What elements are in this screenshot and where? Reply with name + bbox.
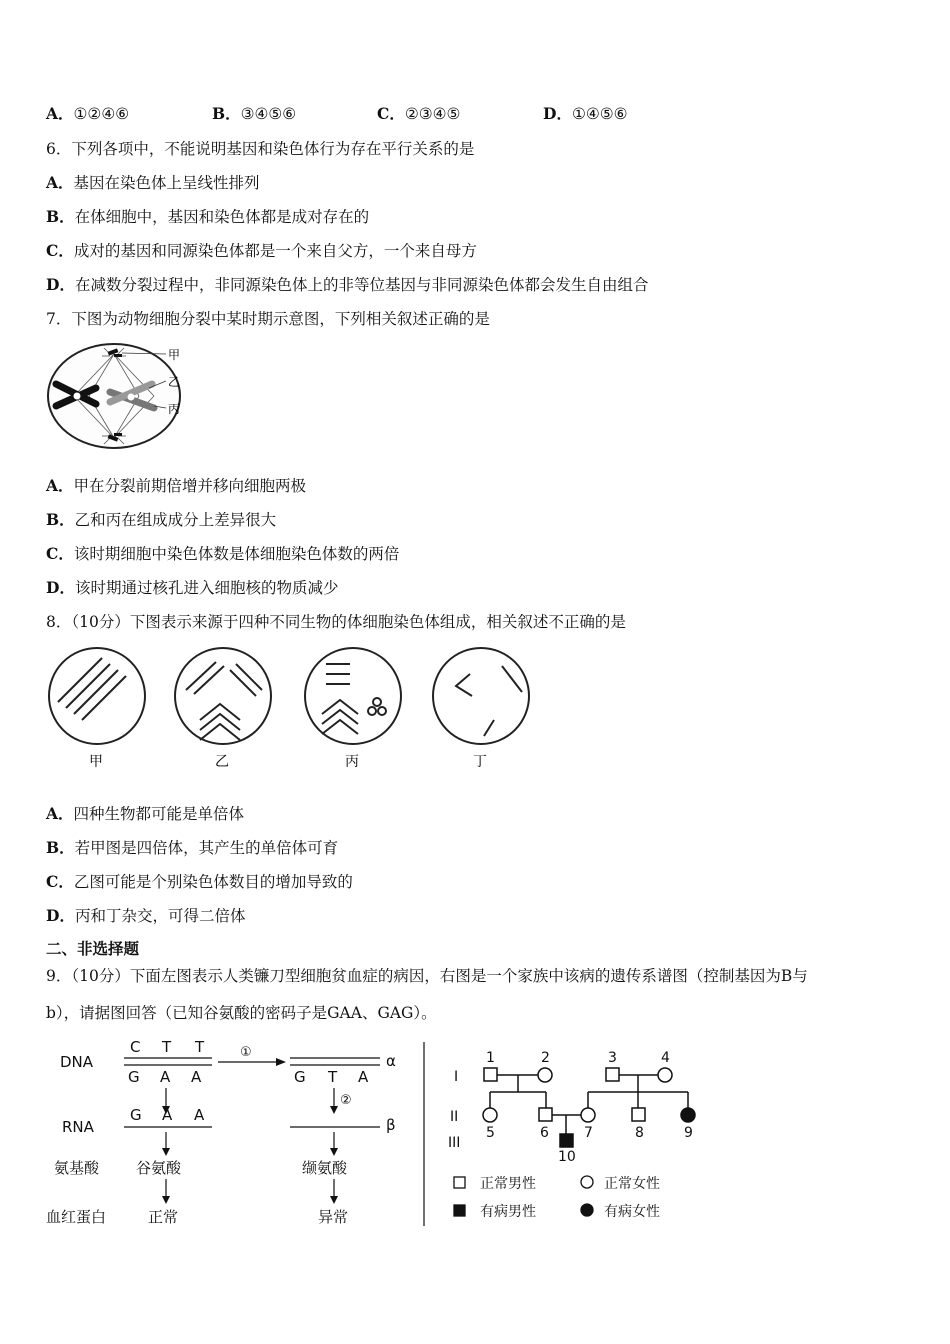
q8-option-b: B．若甲图是四倍体，其产生的单倍体可育 (46, 838, 339, 857)
q7-stem: 7．下图为动物细胞分裂中某时期示意图，下列相关叙述正确的是 (46, 310, 490, 328)
dna-top-1: C (130, 1038, 141, 1056)
step-1-label: ① (240, 1045, 252, 1060)
pedigree-num-3: 3 (608, 1050, 617, 1066)
q8-option-c: C．乙图可能是个别染色体数目的增加导致的 (46, 872, 353, 891)
q5-option-a: A．①②④⑥ (46, 104, 130, 123)
label-yi: 乙 (215, 754, 229, 770)
row-label-aa: 氨基酸 (54, 1159, 100, 1177)
pedigree-num-8: 8 (635, 1125, 644, 1141)
label-ding: 丁 (473, 754, 487, 770)
row-label-rna: RNA (62, 1118, 94, 1136)
pedigree-num-6: 6 (540, 1125, 549, 1141)
hb-normal: 正常 (148, 1208, 179, 1226)
q8-option-d: D．丙和丁杂交，可得二倍体 (46, 906, 246, 925)
label-bing: 丙 (345, 754, 359, 770)
rna-3: A (194, 1106, 205, 1124)
q5-option-c: C．②③④⑤ (377, 104, 461, 123)
legend-normal-male-icon (454, 1177, 465, 1188)
pedigree-4-female (658, 1068, 672, 1082)
q7-option-a: A．甲在分裂前期倍增并移向细胞两极 (46, 476, 307, 495)
beta-label: β (386, 1116, 396, 1134)
cell-division-figure (44, 340, 194, 455)
label-jia: 甲 (89, 754, 103, 770)
gen-label-i: I (454, 1069, 459, 1085)
pedigree-num-1: 1 (486, 1050, 495, 1066)
row-label-dna: DNA (60, 1053, 94, 1071)
label-jia: 甲 (168, 348, 181, 362)
label-bing: 丙 (168, 402, 181, 416)
pedigree-num-4: 4 (661, 1050, 670, 1066)
rna-2: A (162, 1106, 173, 1124)
gen-label-ii: II (450, 1109, 459, 1125)
hb-mutant: 异常 (318, 1208, 349, 1226)
mut-bottom-1: G (294, 1068, 306, 1086)
pedigree-7-female (581, 1108, 595, 1122)
legend-affected-male-icon (454, 1205, 465, 1216)
q8-option-a: A．四种生物都可能是单倍体 (46, 804, 245, 823)
q7-option-c: C．该时期细胞中染色体数是体细胞染色体数的两倍 (46, 544, 400, 563)
cell-ding (433, 648, 529, 744)
pedigree-num-2: 2 (541, 1050, 550, 1066)
q5-option-d: D．①④⑤⑥ (543, 104, 628, 123)
legend-normal-female-icon (581, 1176, 593, 1188)
q5-option-b: B．③④⑤⑥ (212, 104, 297, 123)
rna-1: G (130, 1106, 142, 1124)
alpha-label: α (386, 1052, 396, 1070)
dna-bottom-1: G (128, 1068, 140, 1086)
pedigree-2-female (538, 1068, 552, 1082)
aa-normal: 谷氨酸 (136, 1159, 182, 1177)
q9-figures (44, 1034, 706, 1228)
legend-affected-female: 有病女性 (604, 1204, 660, 1220)
legend-normal-male: 正常男性 (480, 1176, 536, 1192)
pedigree-num-5: 5 (486, 1125, 495, 1141)
pedigree-num-7: 7 (584, 1125, 593, 1141)
pedigree-3-male (606, 1068, 619, 1081)
karyotype-figure (44, 644, 544, 774)
q6-option-a: A．基因在染色体上呈线性排列 (46, 173, 260, 192)
q6-option-b: B．在体细胞中，基因和染色体都是成对存在的 (46, 207, 370, 226)
pedigree-6-male (539, 1108, 552, 1121)
dna-top-3: T (195, 1038, 205, 1056)
legend-affected-female-icon (581, 1204, 593, 1216)
aa-mutant: 缬氨酸 (302, 1159, 348, 1177)
pedigree-9-affected-female (681, 1108, 695, 1122)
q9-stem-line1: 9．（10分）下面左图表示人类镰刀型细胞贫血症的病因，右图是一个家族中该病的遗传系谱图（控制基因为B与 (46, 967, 808, 985)
q8-stem: 8．（10分）下图表示来源于四种不同生物的体细胞染色体组成，相关叙述不正确的是 (46, 613, 626, 631)
q7-option-b: B．乙和丙在组成成分上差异很大 (46, 510, 277, 529)
mut-bottom-3: A (358, 1068, 369, 1086)
q6-stem: 6．下列各项中，不能说明基因和染色体行为存在平行关系的是 (46, 140, 475, 158)
pedigree-5-female (483, 1108, 497, 1122)
legend-affected-male: 有病男性 (480, 1204, 536, 1220)
step-2-label: ② (340, 1093, 352, 1108)
row-label-hb: 血红蛋白 (46, 1208, 107, 1226)
mut-bottom-2: T (328, 1068, 338, 1086)
pedigree-num-9: 9 (684, 1125, 693, 1141)
pedigree-10-affected-male (560, 1134, 573, 1147)
dna-bottom-3: A (191, 1068, 202, 1086)
section-heading: 二、非选择题 (46, 939, 140, 958)
pedigree-num-10: 10 (558, 1149, 576, 1165)
label-yi: 乙 (168, 375, 181, 389)
pedigree-1-male (484, 1068, 497, 1081)
q6-option-d: D．在减数分裂过程中，非同源染色体上的非等位基因与非同源染色体都会发生自由组合 (46, 275, 649, 294)
q6-option-c: C．成对的基因和同源染色体都是一个来自父方，一个来自母方 (46, 241, 477, 260)
q7-option-d: D．该时期通过核孔进入细胞核的物质减少 (46, 578, 339, 597)
q9-stem-line2: b），请据图回答（已知谷氨酸的密码子是GAA、GAG）。 (46, 1004, 437, 1022)
gen-label-iii: III (448, 1135, 461, 1151)
dna-top-2: T (162, 1038, 172, 1056)
pedigree-8-male (632, 1108, 645, 1121)
dna-bottom-2: A (160, 1068, 171, 1086)
cell-yi (175, 648, 271, 744)
legend-normal-female: 正常女性 (604, 1176, 660, 1192)
